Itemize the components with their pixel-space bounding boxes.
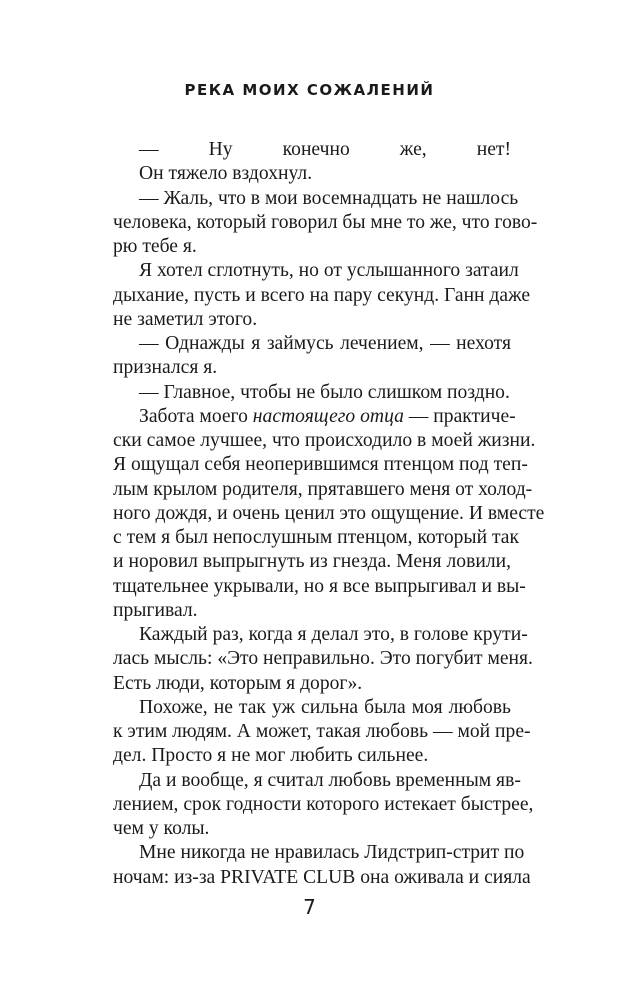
text-line: дыхание, пусть и всего на пару секунд. Ганн даже: [113, 284, 531, 306]
text-line: тщательнее укрывали, но я все выпрыгивал и вы-: [113, 575, 526, 597]
body-text: [113, 138, 545, 890]
text-line: лась мысль: «Это неправильно. Это погубит меня.: [113, 648, 533, 670]
text-line: Есть люди, которым я дорог».: [113, 672, 363, 694]
text-line: рю тебе я.: [113, 236, 197, 257]
text-line: ски самое лучшее, что происходило в моей жизни.: [113, 430, 536, 451]
text-line: чем у колы.: [113, 818, 210, 839]
text-line: Похоже, не так уж сильна была моя любовь: [139, 696, 511, 718]
text-line: к этим людям. А может, такая любовь — мой пре-: [113, 721, 531, 742]
text-line: — Главное, чтобы не было слишком поздно.: [139, 381, 510, 403]
text-line: Мне никогда не нравилась Лидстрип-стрит по: [139, 842, 525, 864]
text-line: человека, который говорил бы мне то же, что гово-: [113, 211, 538, 233]
text-line: Да и вообще, я считал любовь временным яв-: [139, 769, 521, 791]
text-line: Каждый раз, когда я делал это, в голове крути-: [139, 624, 528, 645]
text-line: лением, срок годности которого истекает быстрее,: [113, 793, 534, 815]
text-line: прыгивал.: [113, 599, 198, 621]
text-line: и норовил выпрыгнуть из гнезда. Меня ловили,: [113, 551, 511, 573]
text-line: — Жаль, что в мои восемнадцать не нашлось: [139, 187, 519, 209]
running-header: РЕКА МОИХ СОЖАЛЕНИЙ: [184, 81, 435, 99]
text-fragment: — практиче-: [403, 405, 516, 427]
text-line: Он тяжело вздохнул.: [139, 163, 313, 185]
text-line: лым крылом родителя, прятавшего меня от холод-: [113, 478, 533, 500]
page-number: 7: [303, 895, 316, 919]
text-line: Я хотел сглотнуть, но от услышанного затаил: [139, 260, 519, 282]
italic-emphasis: настоящего отца: [252, 405, 404, 427]
text-line: дел. Просто я не мог любить сильнее.: [113, 745, 429, 767]
text-line: ночам: из-за PRIVATE CLUB она оживала и сияла: [113, 866, 531, 888]
text-line: Я ощущал себя неоперившимся птенцом под теп-: [113, 454, 528, 476]
text-line-with-italic: [113, 405, 516, 429]
text-line: — Однажды я займусь лечением, — нехотя: [139, 333, 511, 354]
text-line: ного дождя, и очень ценил это ощущение. И вместе: [113, 502, 545, 524]
text-line: не заметил этого.: [113, 308, 258, 330]
text-line: признался я.: [113, 357, 218, 379]
text-line: с тем я был непослушным птенцом, который так: [113, 527, 519, 548]
text-line: — Ну конечно же, нет!: [139, 139, 511, 160]
text-fragment: Забота моего: [139, 405, 253, 427]
